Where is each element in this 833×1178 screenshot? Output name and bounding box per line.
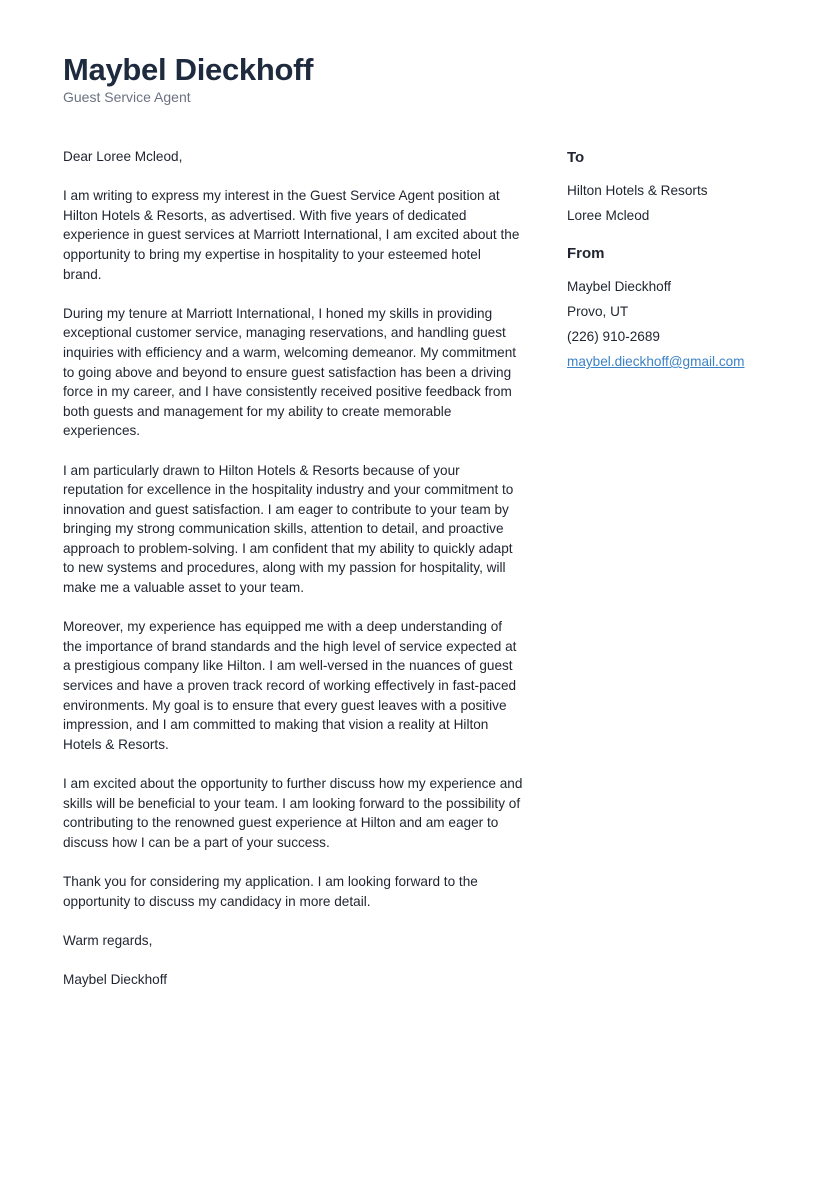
letter-body	[63, 147, 523, 1009]
paragraph-6: Thank you for considering my application. I am looking forward to the opportunity to discuss my candidacy in more detail.	[63, 873, 478, 909]
from-heading: From	[567, 245, 605, 262]
recipient-company: Hilton Hotels & Resorts	[567, 183, 708, 198]
sender-name: Maybel Dieckhoff	[63, 52, 314, 87]
signature: Maybel Dieckhoff	[63, 971, 168, 987]
contact-sidebar	[567, 148, 787, 374]
recipient-name: Loree Mcleod	[567, 208, 650, 223]
paragraph-1: I am writing to express my interest in the Guest Service Agent position at Hilton Hotels & Resorts, as advertised. With five years of dedicated experience in guest services at Marriott International, I am excited about the opportunity to bring my expertise in hospitality to your esteemed hotel brand.	[63, 188, 520, 282]
email-link[interactable]: maybel.dieckhoff@gmail.com	[567, 354, 745, 369]
to-heading: To	[567, 149, 585, 166]
from-name: Maybel Dieckhoff	[567, 279, 672, 294]
from-section	[567, 244, 787, 374]
salutation: Dear Loree Mcleod,	[63, 149, 183, 164]
closing: Warm regards,	[63, 932, 153, 948]
from-location: Provo, UT	[567, 304, 629, 319]
to-section	[567, 148, 787, 228]
paragraph-2: During my tenure at Marriott International, I honed my skills in providing exceptional customer service, managing reservations, and handling guest inquiries with efficiency and a warm, welcoming demeanor. My commitment to going above and beyond to ensure guest satisfaction has been a driving force in my career, and I have consistently received positive feedback from both guests and management for my ability to create memorable experiences.	[63, 305, 517, 439]
paragraph-5: I am excited about the opportunity to further discuss how my experience and skills will be beneficial to your team. I am looking forward to the possibility of contributing to the renowned guest experience at Hilton and am eager to discuss how I can be a part of your success.	[63, 776, 523, 850]
from-phone: (226) 910-2689	[567, 329, 660, 344]
paragraph-3: I am particularly drawn to Hilton Hotels & Resorts because of your reputation for excellence in the hospitality industry and your commitment to innovation and guest satisfaction. I am eager to contribute to your team by bringing my strong communication skills, attention to detail, and proactive approach to problem-solving. I am confident that my ability to quickly adapt to new systems and procedures, along with my passion for hospitality, will make me a valuable asset to your team.	[63, 462, 514, 596]
letter-header	[63, 52, 313, 106]
paragraph-4: Moreover, my experience has equipped me with a deep understanding of the importance of brand standards and the high level of service expected at a prestigious company like Hilton. I am well-versed in the nuances of guest services and have a proven track record of working effectively in fast-paced environments. My goal is to ensure that every guest leaves with a positive impression, and I am committed to making that vision a reality at Hilton Hotels & Resorts.	[63, 619, 517, 752]
email-line	[567, 349, 787, 374]
job-title: Guest Service Agent	[63, 89, 191, 105]
